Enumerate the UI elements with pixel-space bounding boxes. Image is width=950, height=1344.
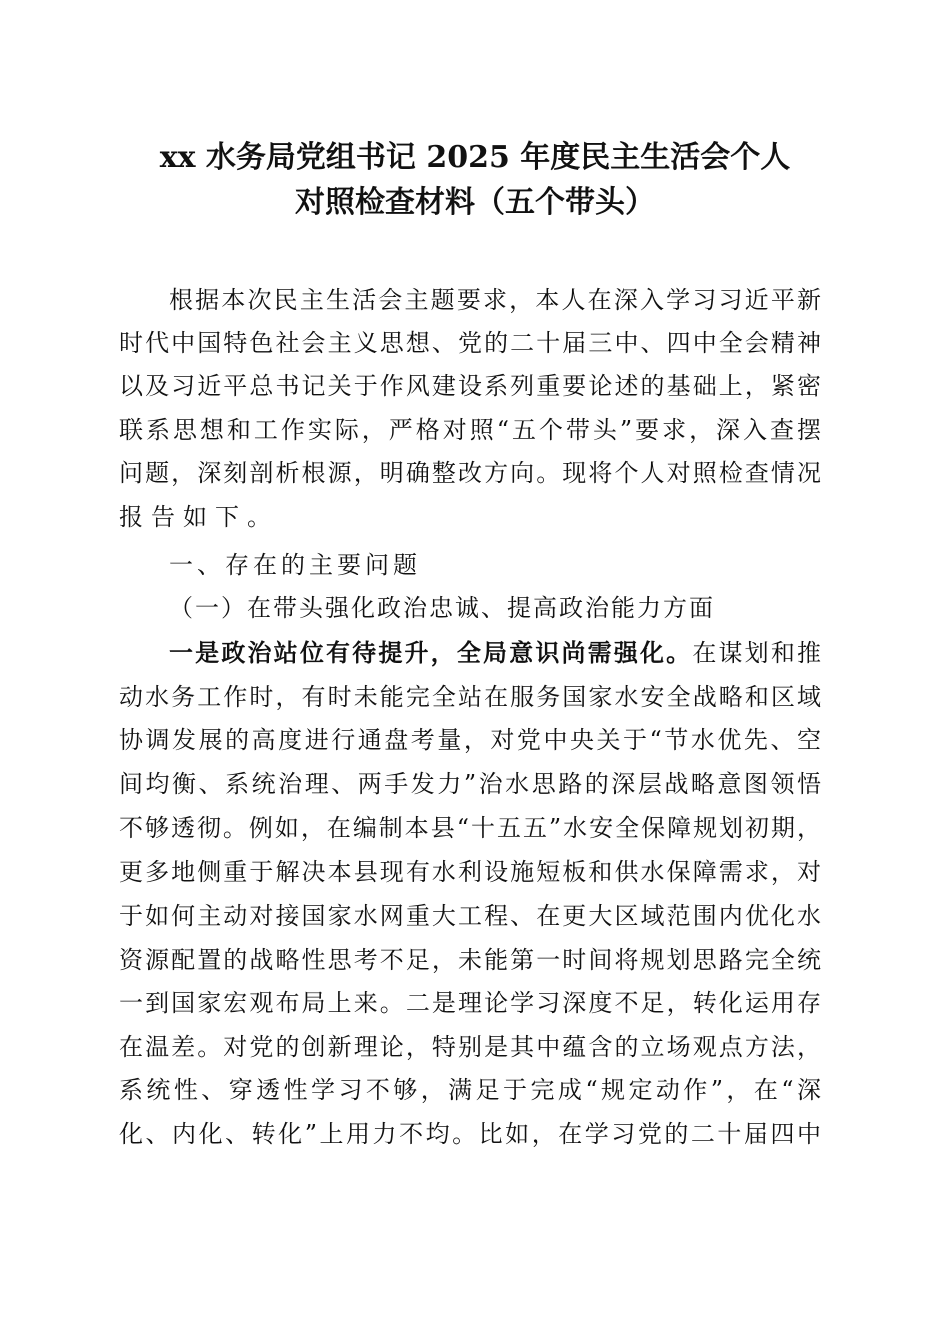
para-lead-sentence: 一是政治站位有待提升，全局意识尚需强化。 xyxy=(169,638,693,667)
intro-line: 根据本次民主生活会主题要求，本人在深入学习习近平新 xyxy=(169,286,821,314)
section-heading: 一、存在的主要问题 xyxy=(169,551,421,579)
para-lead-rest: 在谋划和推 xyxy=(692,639,822,667)
para-line: 于如何主动对接国家水网重大工程、在更大区域范围内优化水 xyxy=(119,902,821,930)
para-line: 资源配置的战略性思考不足，未能第一时间将规划思路完全统 xyxy=(119,946,821,974)
para-line: 更多地侧重于解决本县现有水利设施短板和供水保障需求，对 xyxy=(119,858,821,886)
para-line: 系统性、穿透性学习不够，满足于完成“规定动作”，在“深 xyxy=(119,1076,821,1104)
intro-line: 时代中国特色社会主义思想、党的二十届三中、四中全会精神 xyxy=(119,329,821,357)
intro-line: 以及习近平总书记关于作风建设系列重要论述的基础上，紧密 xyxy=(119,372,821,400)
para-line: 在温差。对党的创新理论，特别是其中蕴含的立场观点方法， xyxy=(119,1033,821,1061)
document-title-line-2: 对照检查材料（五个带头） xyxy=(295,185,655,220)
para-line: 不够透彻。例如，在编制本县“十五五”水安全保障规划初期， xyxy=(119,814,821,842)
intro-line: 报告如下。 xyxy=(119,503,279,531)
subsection-heading: （一）在带头强化政治忠诚、提高政治能力方面 xyxy=(169,594,715,622)
para-line xyxy=(169,638,821,668)
para-line: 一到国家宏观布局上来。二是理论学习深度不足，转化运用存 xyxy=(119,989,821,1017)
para-line: 协调发展的高度进行通盘考量，对党中央关于“节水优先、空 xyxy=(119,726,821,754)
intro-line: 联系思想和工作实际，严格对照“五个带头”要求，深入查摆 xyxy=(119,416,821,444)
para-line: 化、内化、转化”上用力不均。比如，在学习党的二十届四中 xyxy=(119,1120,821,1148)
intro-line: 问题，深刻剖析根源，明确整改方向。现将个人对照检查情况 xyxy=(119,459,821,487)
para-line: 动水务工作时，有时未能完全站在服务国家水安全战略和区域 xyxy=(119,683,821,711)
document-title-line-1: xx 水务局党组书记 2025 年度民主生活会个人 xyxy=(159,140,791,175)
para-line: 间均衡、系统治理、两手发力”治水思路的深层战略意图领悟 xyxy=(119,770,821,798)
